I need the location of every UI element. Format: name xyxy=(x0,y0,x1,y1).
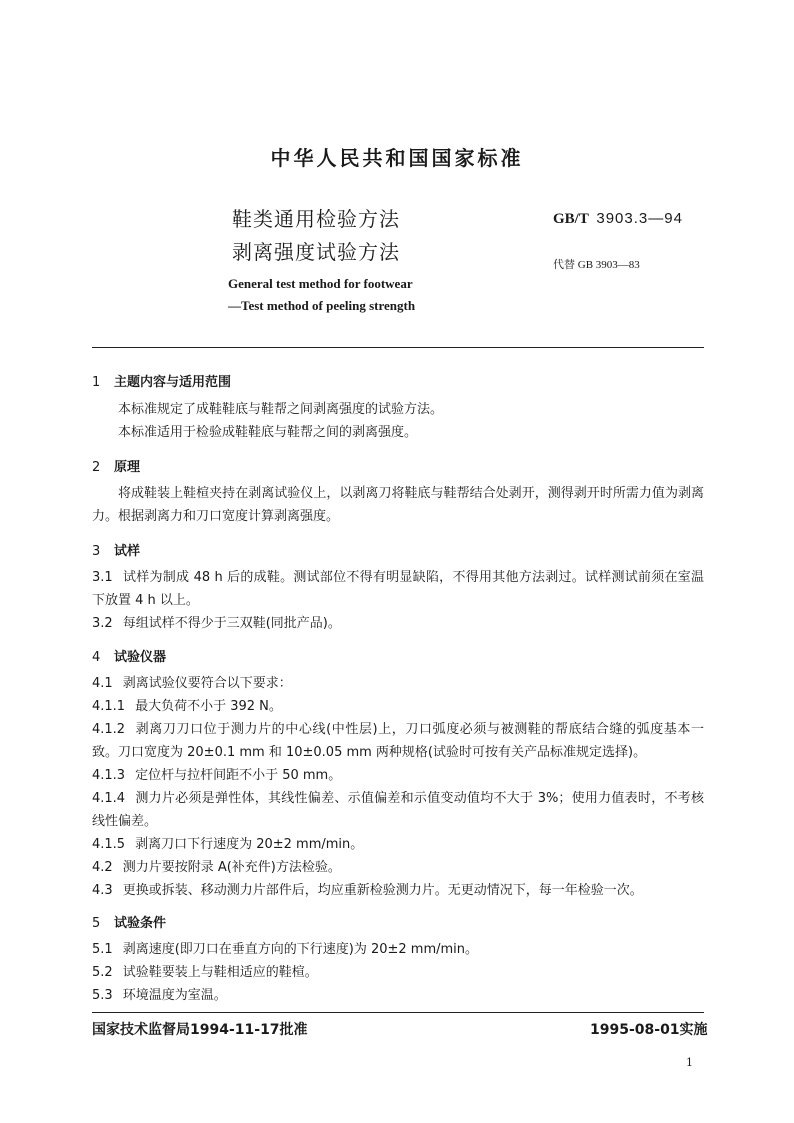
national-standard-heading: 中华人民共和国国家标准 xyxy=(270,146,524,170)
section-5-title: 试验条件 xyxy=(114,916,167,931)
header-divider xyxy=(92,347,704,348)
clause-4-1-4 xyxy=(92,787,704,833)
clause-3-1 xyxy=(92,566,704,612)
section-4-title: 试验仪器 xyxy=(114,650,167,665)
clause-text: 剥离刀口下行速度为 20±2 mm/min。 xyxy=(135,837,364,852)
standard-code-prefix: GB/T xyxy=(553,211,589,227)
section-1-number: 1 xyxy=(92,375,101,390)
section-5-number: 5 xyxy=(92,916,101,931)
clause-4-1-2 xyxy=(92,718,704,764)
clause-number: 4.1.5 xyxy=(92,837,126,852)
clause-number: 5.3 xyxy=(92,988,113,1003)
clause-5-1 xyxy=(92,938,704,961)
english-title-line1: General test method for footwear xyxy=(228,276,413,291)
section-5-heading xyxy=(92,912,166,931)
clause-text: 剥离试验仪要符合以下要求： xyxy=(122,676,292,691)
clause-number: 5.1 xyxy=(92,942,113,957)
section-2-title: 原理 xyxy=(114,460,141,475)
clause-text: 试验鞋要装上与鞋相适应的鞋楦。 xyxy=(122,965,318,980)
clause-5-3 xyxy=(92,984,704,1007)
section-4-heading xyxy=(92,646,166,665)
section-2-heading xyxy=(92,456,140,475)
standard-code-number: 3903.3—94 xyxy=(596,210,683,227)
standard-code xyxy=(553,210,683,228)
clause-4-1-1 xyxy=(92,695,704,718)
clause-text: 剥离刀刀口位于测力片的中心线(中性层)上，刀口弧度必须与被测鞋的帮底结合缝的弧度基本一致。刀口宽度为 20±0.1 mm 和 10±0.05 mm 两种规格(试验时可按有关产品标准规定选择)。 xyxy=(92,722,704,760)
approval-line: 国家技术监督局1994-11-17批准 xyxy=(92,1022,308,1038)
clause-text: 试样为制成 48 h 后的成鞋。测试部位不得有明显缺陷，不得用其他方法剥过。试样测试前须在室温下放置 4 h 以上。 xyxy=(92,570,704,608)
clause-text: 定位杆与拉杆间距不小于 50 mm。 xyxy=(135,768,342,783)
clause-text: 每组试样不得少于三双鞋(同批产品)。 xyxy=(122,616,341,631)
clause-4-1 xyxy=(92,672,704,695)
clause-number: 4.3 xyxy=(92,883,113,898)
clause-number: 4.1.3 xyxy=(92,768,126,783)
section-1-paragraph-1: 本标准规定了成鞋鞋底与鞋帮之间剥离强度的试验方法。 xyxy=(118,402,444,417)
clause-number: 4.1.2 xyxy=(92,722,126,737)
section-3-number: 3 xyxy=(92,544,101,559)
clause-number: 4.1.1 xyxy=(92,699,126,714)
page-number: 1 xyxy=(686,1056,693,1069)
clause-5-2 xyxy=(92,961,704,984)
clause-text: 测力片要按附录 A(补充件)方法检验。 xyxy=(122,860,341,875)
clause-number: 4.1 xyxy=(92,676,113,691)
document-title-line2: 剥离强度试验方法 xyxy=(232,240,400,264)
clause-number: 4.1.4 xyxy=(92,791,126,806)
clause-4-1-5 xyxy=(92,833,704,856)
section-2-paragraph: 将成鞋装上鞋楦夹持在剥离试验仪上，以剥离刀将鞋底与鞋帮结合处剥开，测得剥开时所需力值为剥离力。根据剥离力和刀口宽度计算剥离强度。 xyxy=(92,486,704,524)
clause-text: 更换或拆装、移动测力片部件后，均应重新检验测力片。无更动情况下，每一年检验一次。 xyxy=(122,883,643,898)
clause-4-1-3 xyxy=(92,764,704,787)
section-1-paragraph-2: 本标准适用于检验成鞋鞋底与鞋帮之间的剥离强度。 xyxy=(118,425,418,440)
section-1-heading xyxy=(92,371,231,390)
clause-4-3 xyxy=(92,879,704,902)
replaces-standard: 代替 GB 3903—83 xyxy=(553,259,640,271)
clause-number: 3.1 xyxy=(92,570,113,585)
clause-text: 剥离速度(即刀口在垂直方向的下行速度)为 20±2 mm/min。 xyxy=(122,942,479,957)
effective-date: 1995-08-01实施 xyxy=(590,1022,708,1038)
section-1-title: 主题内容与适用范围 xyxy=(114,375,232,390)
clause-text: 环境温度为室温。 xyxy=(122,988,227,1003)
clause-text: 测力片必须是弹性体，其线性偏差、示值偏差和示值变动值均不大于 3%；使用力值表时，不考核线性偏差。 xyxy=(92,791,704,829)
clause-text: 最大负荷不小于 392 N。 xyxy=(135,699,282,714)
english-title-line2: —Test method of peeling strength xyxy=(228,298,416,313)
clause-number: 3.2 xyxy=(92,616,113,631)
clause-4-2 xyxy=(92,856,704,879)
section-4-number: 4 xyxy=(92,650,101,665)
clause-number: 5.2 xyxy=(92,965,113,980)
clause-3-2 xyxy=(92,612,704,635)
section-2-number: 2 xyxy=(92,460,101,475)
clause-number: 4.2 xyxy=(92,860,113,875)
footer-divider xyxy=(92,1012,704,1013)
document-title-line1: 鞋类通用检验方法 xyxy=(232,207,400,231)
section-3-heading xyxy=(92,540,140,559)
section-3-title: 试样 xyxy=(114,544,141,559)
